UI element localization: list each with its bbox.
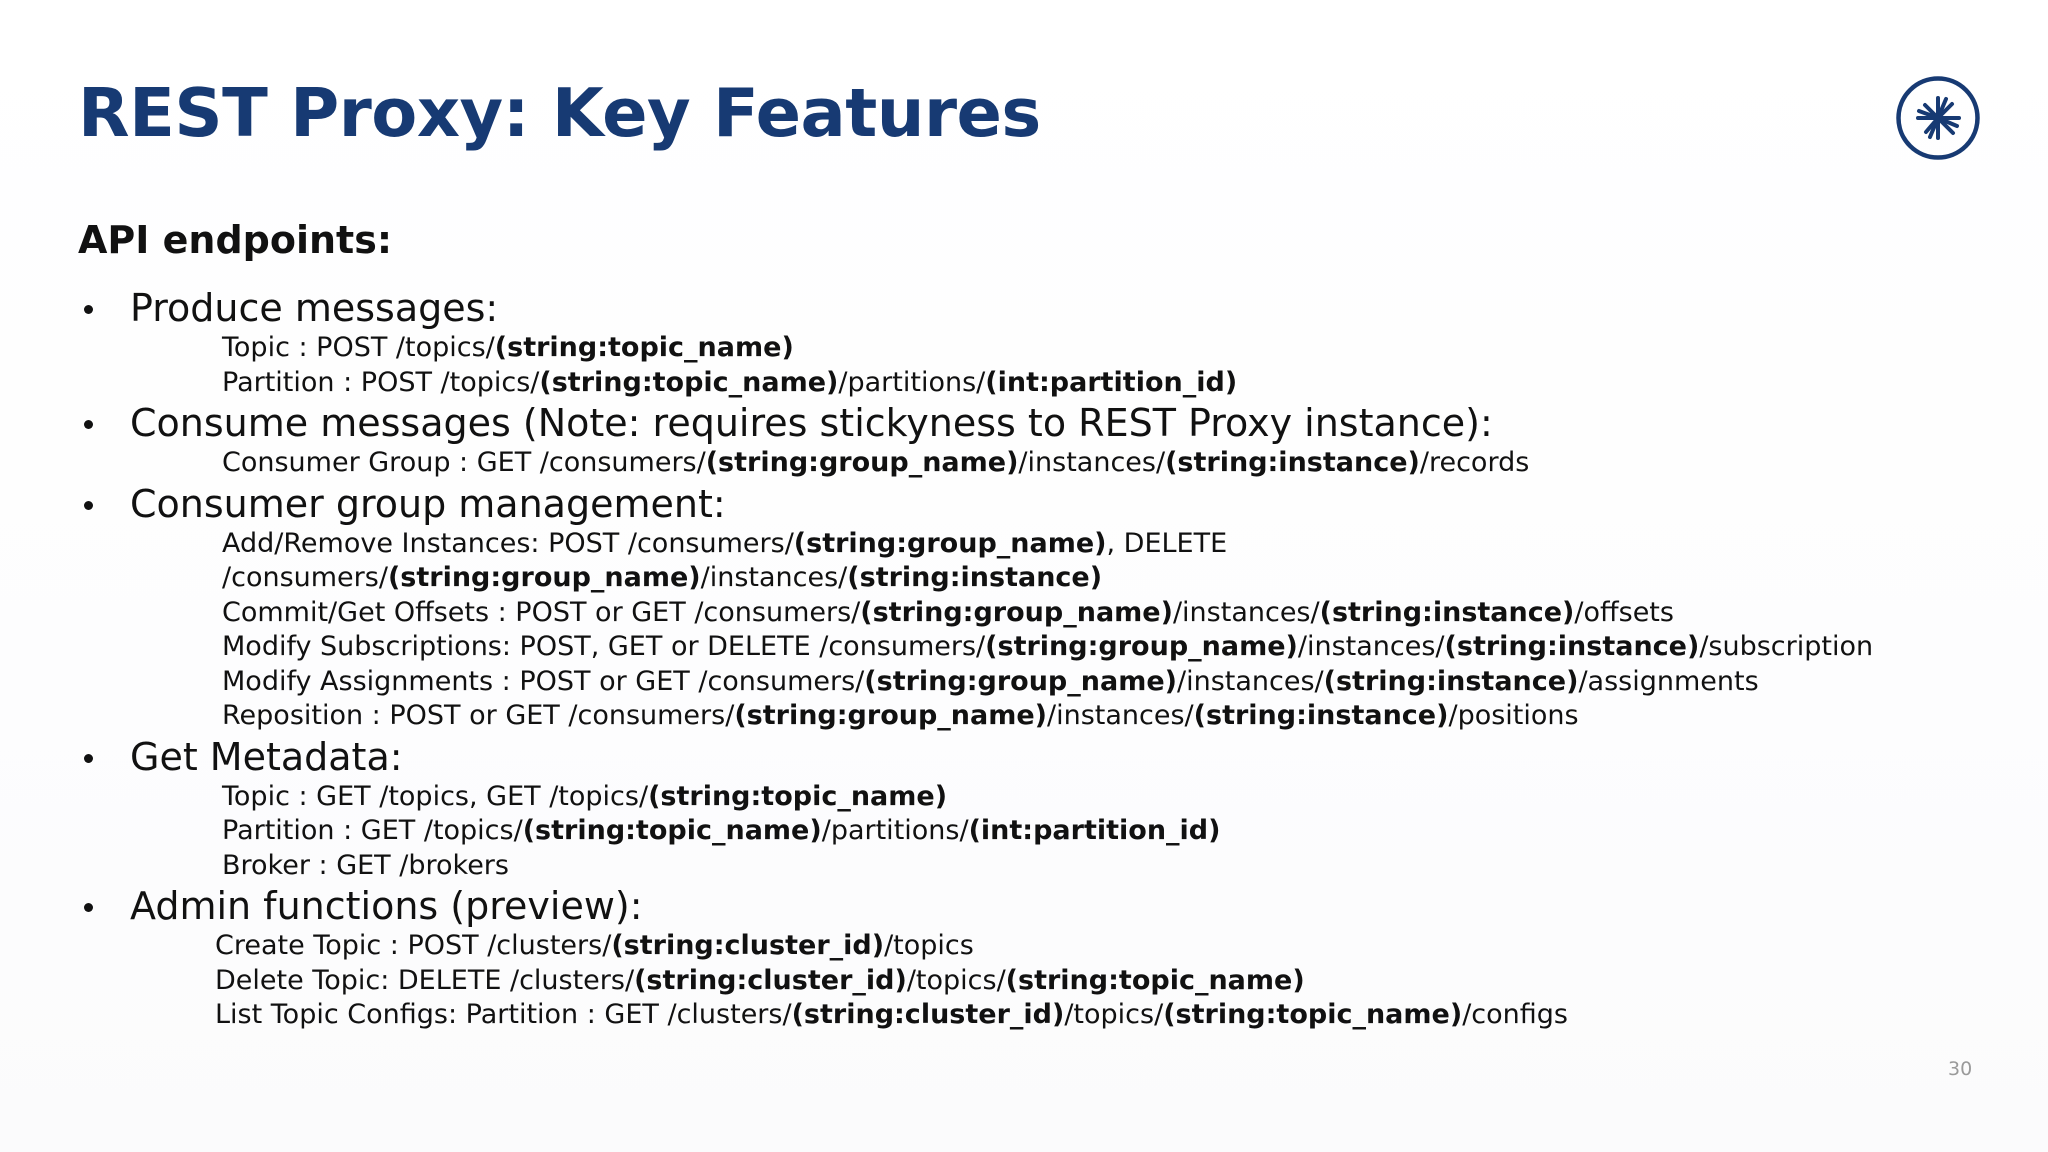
endpoint-line bbox=[78, 630, 1978, 665]
endpoint-line bbox=[78, 596, 1978, 631]
endpoint-text: /instances/ bbox=[700, 562, 848, 593]
endpoint-line bbox=[78, 366, 1978, 401]
endpoint-list bbox=[78, 285, 1978, 1033]
bullet-heading: Produce messages: bbox=[130, 286, 499, 330]
endpoint-line bbox=[78, 699, 1978, 734]
confluent-logo-icon bbox=[1896, 76, 1980, 160]
endpoint-parameter: (string:instance) bbox=[1193, 700, 1449, 731]
endpoint-parameter: (string:group_name) bbox=[864, 665, 1177, 697]
endpoint-text: /partitions/ bbox=[821, 815, 969, 846]
api-endpoints-heading: API endpoints: bbox=[78, 218, 393, 262]
endpoint-text: Modify Subscriptions: POST, GET or DELETE /consumers/ bbox=[222, 631, 986, 662]
endpoint-section bbox=[78, 883, 1978, 1033]
endpoint-parameter: (string:group_name) bbox=[734, 700, 1048, 731]
bullet-heading: Consume messages (Note: requires stickyness to REST Proxy instance): bbox=[130, 401, 1493, 445]
endpoint-section bbox=[78, 481, 1978, 734]
endpoint-text: Reposition : POST or GET /consumers/ bbox=[222, 700, 735, 731]
endpoint-text: /instances/ bbox=[1297, 631, 1445, 662]
endpoint-text: Delete Topic: DELETE /clusters/ bbox=[215, 964, 635, 996]
endpoint-text: /consumers/ bbox=[222, 562, 388, 593]
bullet-dot-icon bbox=[84, 305, 93, 314]
endpoint-text: Create Topic : POST /clusters/ bbox=[215, 930, 612, 961]
endpoint-text: /topics bbox=[884, 930, 974, 961]
endpoint-parameter: (string:group_name) bbox=[705, 447, 1019, 478]
endpoint-parameter: (string:cluster_id) bbox=[791, 999, 1065, 1030]
endpoint-text: Consumer Group : GET /consumers/ bbox=[222, 447, 706, 478]
bullet-dot-icon bbox=[84, 501, 93, 510]
endpoint-text: /topics/ bbox=[906, 964, 1006, 996]
bullet-heading: Admin functions (preview): bbox=[130, 884, 643, 928]
endpoint-parameter: (string:instance) bbox=[1444, 631, 1700, 662]
bullet-dot-icon bbox=[84, 754, 93, 763]
endpoint-line bbox=[78, 998, 1978, 1033]
endpoint-parameter: (string:topic_name) bbox=[1005, 964, 1305, 996]
endpoint-text: Add/Remove Instances: POST /consumers/ bbox=[222, 527, 794, 559]
endpoint-section bbox=[78, 734, 1978, 884]
bullet-dot-icon bbox=[84, 903, 93, 912]
endpoint-text: /topics/ bbox=[1064, 999, 1164, 1030]
endpoint-text: /instances/ bbox=[1172, 596, 1320, 628]
endpoint-parameter: (string:group_name) bbox=[793, 527, 1107, 559]
endpoint-parameter: (int:partition_id) bbox=[985, 366, 1238, 398]
bullet-heading: Consumer group management: bbox=[130, 481, 726, 526]
endpoint-line bbox=[78, 849, 1978, 884]
endpoint-line bbox=[78, 561, 1978, 596]
endpoint-text: /configs bbox=[1462, 999, 1568, 1030]
endpoint-line bbox=[78, 331, 1978, 366]
page-number: 30 bbox=[1948, 1058, 1973, 1080]
endpoint-parameter: (string:group_name) bbox=[387, 562, 701, 593]
endpoint-text: Partition : POST /topics/ bbox=[222, 366, 540, 398]
endpoint-text: /instances/ bbox=[1018, 447, 1166, 478]
endpoint-text: /assignments bbox=[1578, 665, 1759, 697]
slide-title: REST Proxy: Key Features bbox=[78, 74, 1041, 152]
bullet-item bbox=[78, 285, 1978, 331]
endpoint-parameter: (string:topic_name) bbox=[1163, 999, 1463, 1030]
endpoint-text: Broker : GET /brokers bbox=[222, 849, 509, 881]
endpoint-text: /records bbox=[1419, 447, 1530, 478]
endpoint-line bbox=[78, 814, 1978, 849]
endpoint-line bbox=[78, 964, 1978, 999]
endpoint-text: Topic : POST /topics/ bbox=[222, 332, 495, 363]
endpoint-text: /instances/ bbox=[1047, 700, 1194, 731]
endpoint-parameter: (string:instance) bbox=[1165, 447, 1420, 478]
endpoint-line bbox=[78, 929, 1978, 964]
endpoint-parameter: (string:cluster_id) bbox=[634, 964, 907, 996]
endpoint-line bbox=[78, 527, 1978, 562]
endpoint-parameter: (string:group_name) bbox=[860, 596, 1173, 628]
endpoint-section bbox=[78, 285, 1978, 400]
endpoint-text: /subscription bbox=[1699, 631, 1874, 662]
endpoint-parameter: (string:group_name) bbox=[985, 631, 1298, 662]
endpoint-parameter: (string:topic_name) bbox=[522, 815, 822, 846]
endpoint-section bbox=[78, 400, 1978, 481]
endpoint-parameter: (string:topic_name) bbox=[648, 780, 948, 812]
endpoint-text: Commit/Get Offsets : POST or GET /consumers/ bbox=[222, 596, 861, 628]
endpoint-parameter: (string:instance) bbox=[1319, 596, 1575, 628]
endpoint-text: /partitions/ bbox=[838, 366, 986, 398]
endpoint-line bbox=[78, 665, 1978, 700]
endpoint-text: /offsets bbox=[1574, 596, 1674, 628]
endpoint-text: List Topic Configs: Partition : GET /clusters/ bbox=[215, 999, 792, 1030]
endpoint-text: /positions bbox=[1448, 700, 1579, 731]
endpoint-line bbox=[78, 780, 1978, 815]
endpoint-text: Partition : GET /topics/ bbox=[222, 815, 523, 846]
endpoint-text: /instances/ bbox=[1176, 665, 1324, 697]
endpoint-text: Topic : GET /topics, GET /topics/ bbox=[222, 780, 649, 812]
bullet-item bbox=[78, 734, 1978, 780]
bullet-item bbox=[78, 883, 1978, 929]
endpoint-parameter: (string:topic_name) bbox=[494, 332, 794, 363]
endpoint-parameter: (string:instance) bbox=[1323, 665, 1579, 697]
endpoint-line bbox=[78, 446, 1978, 481]
bullet-item bbox=[78, 481, 1978, 527]
bullet-item bbox=[78, 400, 1978, 446]
endpoint-parameter: (string:instance) bbox=[847, 562, 1103, 593]
endpoint-parameter: (int:partition_id) bbox=[968, 815, 1221, 846]
bullet-dot-icon bbox=[84, 420, 93, 429]
endpoint-parameter: (string:topic_name) bbox=[539, 366, 839, 398]
endpoint-text: Modify Assignments : POST or GET /consumers/ bbox=[222, 665, 865, 697]
bullet-heading: Get Metadata: bbox=[130, 734, 403, 779]
endpoint-parameter: (string:cluster_id) bbox=[611, 930, 885, 961]
endpoint-text: , DELETE bbox=[1106, 527, 1228, 559]
